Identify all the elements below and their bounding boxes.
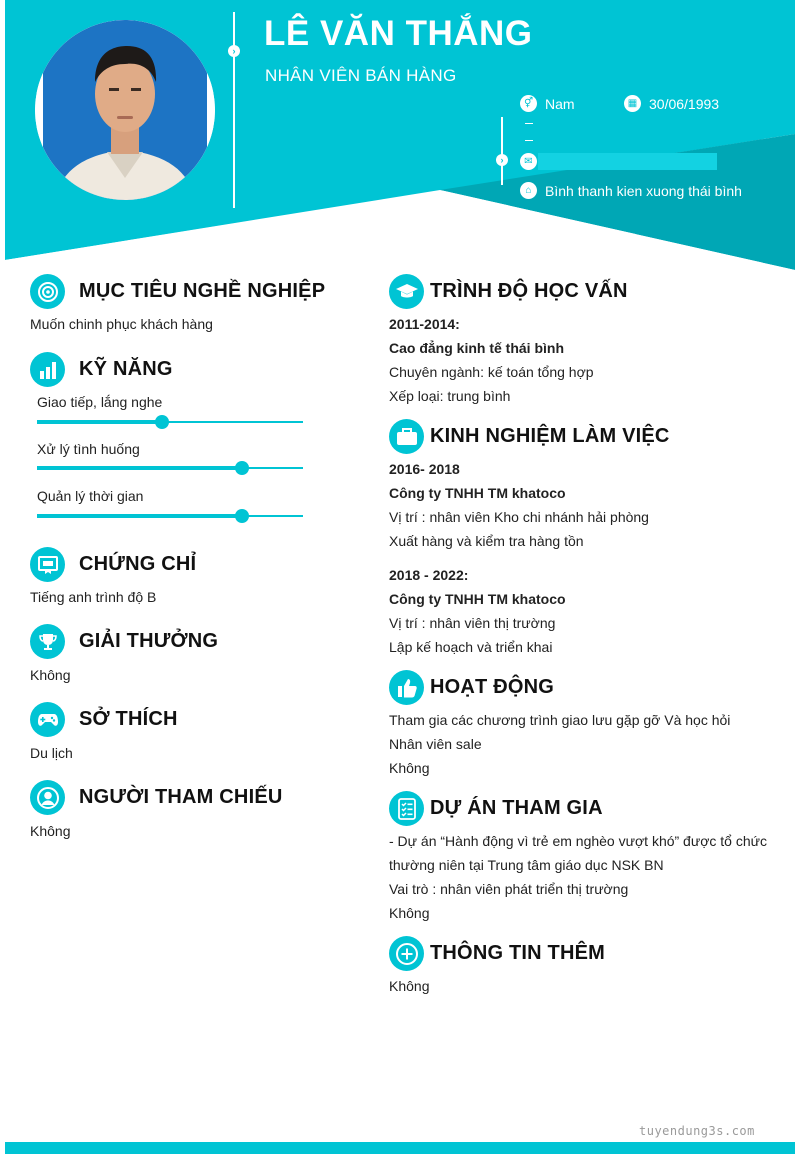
activities-line: Không <box>389 760 430 776</box>
email-info <box>520 153 537 170</box>
skill-bar <box>37 467 303 469</box>
job-company: Công ty TNHH TM khatoco <box>389 485 566 501</box>
section-title: NGƯỜI THAM CHIẾU <box>79 786 283 808</box>
section-experience <box>389 419 670 454</box>
section-title: DỰ ÁN THAM GIA <box>430 797 603 819</box>
thumbs-up-icon <box>389 670 424 705</box>
education-school: Cao đẳng kinh tế thái bình <box>389 340 564 356</box>
section-title: MỤC TIÊU NGHỀ NGHIỆP <box>79 280 326 302</box>
section-certificates <box>30 547 196 582</box>
section-title: SỞ THÍCH <box>79 708 178 730</box>
skill-label: Giao tiếp, lắng nghe <box>37 394 163 410</box>
briefcase-icon <box>389 419 424 454</box>
projects-line: thường niên tại Trung tâm giáo dục NSK BN <box>389 857 664 873</box>
activities-line: Nhân viên sale <box>389 736 482 752</box>
section-awards <box>30 624 218 659</box>
address-info <box>520 182 742 199</box>
home-icon: ⌂ <box>520 182 537 199</box>
skill-bar-knob <box>235 461 249 475</box>
skill-bar-knob <box>155 415 169 429</box>
gender-icon: ⚥ <box>520 95 537 112</box>
contact-divider <box>501 117 503 185</box>
chevron-right-icon: › <box>496 154 508 166</box>
email-icon: ✉ <box>520 153 537 170</box>
section-objective <box>30 274 325 309</box>
checklist-icon <box>389 791 424 826</box>
section-title: TRÌNH ĐỘ HỌC VẤN <box>430 280 628 302</box>
graduation-cap-icon <box>389 274 424 309</box>
job-company: Công ty TNHH TM khatoco <box>389 591 566 607</box>
education-rank: Xếp loại: trung bình <box>389 388 511 404</box>
candidate-position: NHÂN VIÊN BÁN HÀNG <box>265 66 457 85</box>
job-description: Lập kế hoạch và triển khai <box>389 639 553 655</box>
skill-bar <box>37 421 303 423</box>
phone-placeholder-dash <box>525 140 533 141</box>
education-major: Chuyên ngành: kế toán tổng hợp <box>389 364 594 380</box>
section-skills <box>30 352 173 387</box>
profile-photo <box>35 20 215 200</box>
job-role: Vị trí : nhân viên Kho chi nhánh hải phòng <box>389 509 649 525</box>
projects-line: - Dự án “Hành động vì trẻ em nghèo vượt khó” được tổ chức <box>389 833 768 849</box>
activities-line: Tham gia các chương trình giao lưu gặp gỡ Và học hỏi <box>389 712 731 728</box>
section-education <box>389 274 628 309</box>
watermark: tuyendung3s.com <box>639 1124 755 1138</box>
trophy-icon <box>30 624 65 659</box>
education-period: 2011-2014: <box>389 316 460 332</box>
footer-bar <box>5 1142 795 1154</box>
section-references <box>30 780 283 815</box>
skill-bar <box>37 515 303 517</box>
header-divider <box>233 12 235 208</box>
gender-value: Nam <box>545 95 575 112</box>
skill-label: Xử lý tình huống <box>37 441 140 457</box>
hobbies-text: Du lịch <box>30 745 73 761</box>
skill-bar-fill <box>37 514 242 518</box>
section-hobbies <box>30 702 178 737</box>
email-redacted-bar <box>538 153 717 170</box>
birthdate-value: 30/06/1993 <box>649 95 720 112</box>
projects-line: Vai trò : nhân viên phát triển thị trường <box>389 881 629 897</box>
plus-circle-icon <box>389 936 424 971</box>
section-title: THÔNG TIN THÊM <box>430 942 606 964</box>
skill-bar-knob <box>235 509 249 523</box>
section-title: HOẠT ĐỘNG <box>430 676 555 698</box>
section-projects <box>389 791 603 826</box>
user-icon <box>30 780 65 815</box>
certificate-icon <box>30 547 65 582</box>
gender-info <box>520 95 575 112</box>
additional-text: Không <box>389 978 430 994</box>
section-title: GIẢI THƯỞNG <box>79 630 219 652</box>
candidate-name: LÊ VĂN THẮNG <box>264 14 533 53</box>
section-additional <box>389 936 605 971</box>
job-period: 2016- 2018 <box>389 461 460 477</box>
target-icon <box>30 274 65 309</box>
birthdate-info <box>624 95 719 112</box>
job-period: 2018 - 2022: <box>389 567 469 583</box>
section-title: KINH NGHIỆM LÀM VIỆC <box>430 425 670 447</box>
section-title: KỸ NĂNG <box>79 358 173 380</box>
gamepad-icon <box>30 702 65 737</box>
job-role: Vị trí : nhân viên thị trường <box>389 615 556 631</box>
address-value: Bình thanh kien xuong thái bình <box>545 182 742 199</box>
objective-text: Muốn chinh phục khách hàng <box>30 316 213 332</box>
skill-bar-fill <box>37 466 242 470</box>
projects-line: Không <box>389 905 430 921</box>
references-text: Không <box>30 823 71 839</box>
phone-placeholder-dash <box>525 123 533 124</box>
section-title: CHỨNG CHỈ <box>79 553 197 575</box>
certificates-text: Tiếng anh trình độ B <box>30 589 157 605</box>
calendar-icon: ▦ <box>624 95 641 112</box>
section-activities <box>389 670 554 705</box>
awards-text: Không <box>30 667 71 683</box>
skill-label: Quản lý thời gian <box>37 488 144 504</box>
job-description: Xuất hàng và kiểm tra hàng tồn <box>389 533 584 549</box>
skill-bar-fill <box>37 420 162 424</box>
bar-chart-icon <box>30 352 65 387</box>
chevron-right-icon: › <box>228 45 240 57</box>
